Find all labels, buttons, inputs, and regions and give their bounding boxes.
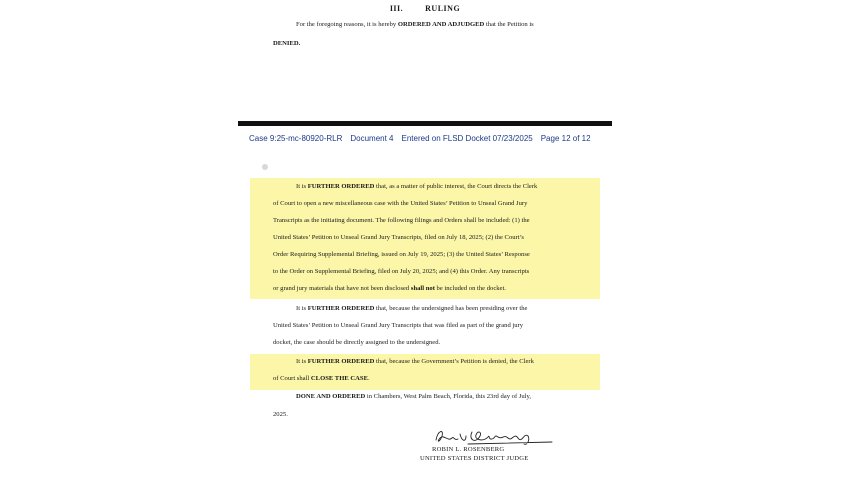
highlighted-order-paragraph-1 — [250, 178, 600, 299]
docket-entry: Entered on FLSD Docket 07/23/2025 — [401, 134, 533, 143]
order3-line1: It is FURTHER ORDERED that, because the Government’s Petition is denied, the Clerk — [296, 358, 534, 365]
order1-line3: Transcripts as the initiating document. The following filings and Orders shall be included: (1) the — [273, 217, 530, 224]
section-number: III. — [389, 4, 404, 13]
done-line1: DONE AND ORDERED in Chambers, West Palm Beach, Florida, this 23rd day of July, — [296, 393, 532, 400]
signature-block — [420, 426, 570, 466]
case-number: Case 9:25-mc-80920-RLR — [249, 134, 343, 143]
order1-line6: to the Order on Supplemental Briefing, filed on July 20, 2025; and (4) this Order. Any transcripts — [273, 268, 530, 275]
document-number: Document 4 — [350, 134, 394, 143]
order3-line2: of Court shall CLOSE THE CASE. — [273, 375, 370, 382]
judge-name: ROBIN L. ROSENBERG — [432, 446, 505, 453]
order1-line4: United States’ Petition to Unseal Grand Jury Transcripts, filed on July 18, 2025; (2) the Court’s — [273, 234, 524, 241]
handwritten-signature — [432, 426, 562, 448]
order2-line2: United States’ Petition to Unseal Grand Jury Transcripts that was filed as part of the grand jury — [273, 322, 524, 329]
page-number: Page 12 of 12 — [540, 134, 591, 143]
ruling-paragraph-line2: DENIED. — [273, 40, 301, 47]
ecf-page-header — [249, 134, 609, 143]
ruling-paragraph-line1: For the foregoing reasons, it is hereby ORDERED AND ADJUDGED that the Petition is — [296, 21, 534, 28]
page-divider — [238, 121, 612, 126]
order1-line1: It is FURTHER ORDERED that, as a matter of public interest, the Court directs the Clerk — [296, 183, 538, 190]
order1-line5: Order Requiring Supplemental Briefing, issued on July 19, 2025; (3) the United States’ Response — [273, 251, 530, 258]
done-line2: 2025. — [273, 411, 288, 418]
order1-line7: or grand jury materials that have not been disclosed shall not be included on the docket. — [273, 285, 506, 292]
section-title: RULING — [425, 4, 461, 13]
order2-line1: It is FURTHER ORDERED that, because the undersigned has been presiding over the — [296, 305, 528, 312]
order1-line2: of Court to open a new miscellaneous case with the United States’ Petition to Unseal Grand Jury — [273, 200, 528, 207]
highlighted-order-paragraph-2 — [250, 354, 600, 390]
judge-title: UNITED STATES DISTRICT JUDGE — [420, 455, 529, 462]
order2-line3: docket, the case should be directly assigned to the undersigned. — [273, 339, 441, 346]
ruling-heading — [0, 4, 850, 13]
scan-mark — [262, 164, 268, 170]
